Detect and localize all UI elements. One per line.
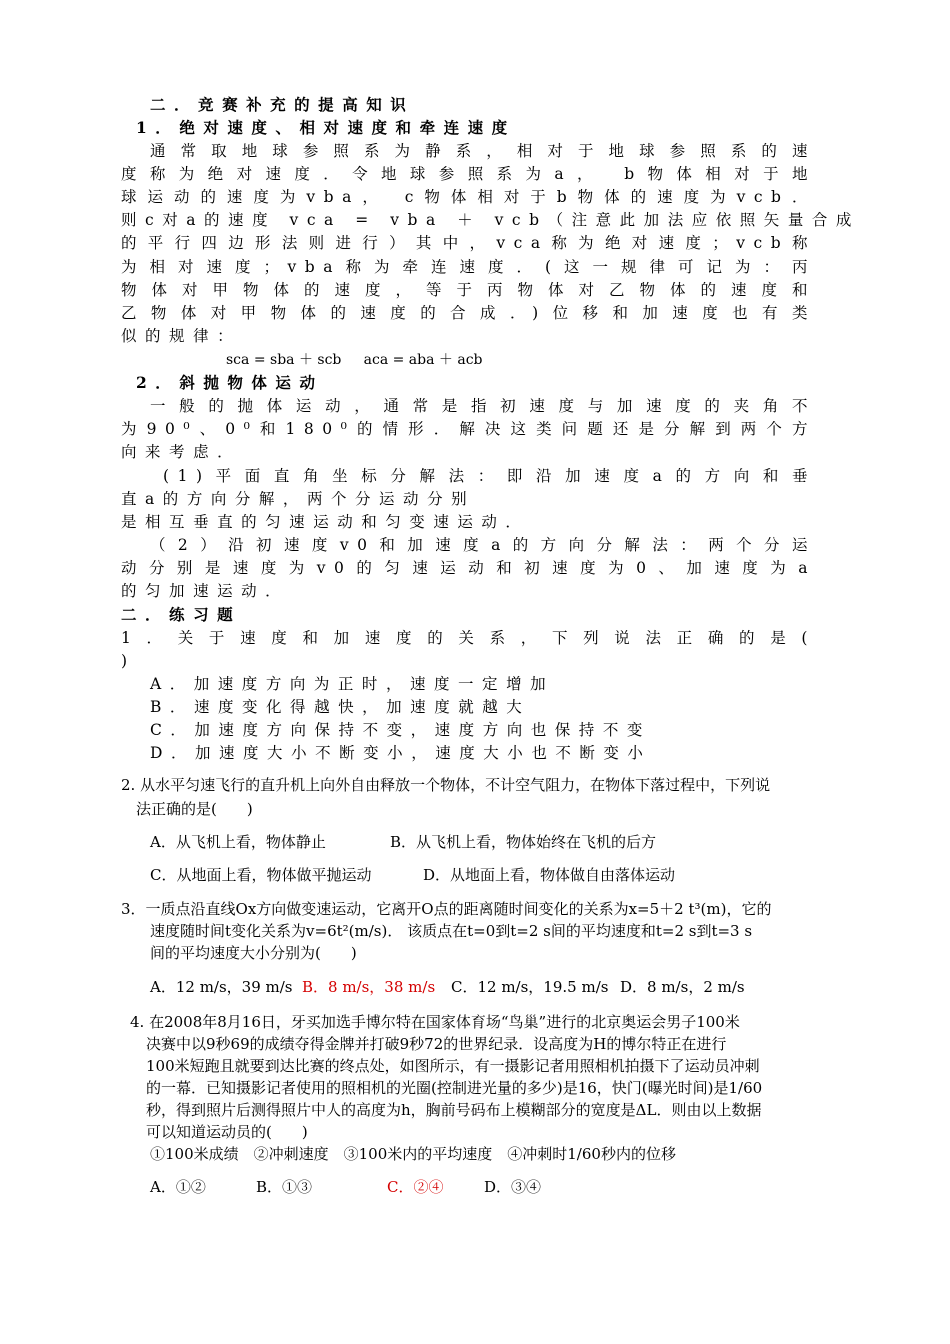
q1-option-d: D．加速度大小不断变小，速度大小也不断变小 — [150, 744, 652, 762]
topic1-line-4: 则c对a的速度 vca = vba ＋ vcb（注意此加法应依照矢量合成 — [121, 211, 860, 229]
q3-stem-line-2: 速度随时间t变化关系为v=6t²(m/s)． 该质点在t=0到t=2 s间的平均速度和t=2 s到t=3 s — [150, 922, 753, 940]
q3-option-d: D．8 m/s，2 m/s — [620, 978, 745, 996]
q1-option-a: A．加速度方向为正时，速度一定增加 — [150, 675, 555, 693]
q4-stem-line-1: 4. 在2008年8月16日，牙买加选手博尔特在国家体育场“鸟巢”进行的北京奥运会男子100米 — [130, 1013, 740, 1031]
q2-stem-line-2: 法正确的是( ) — [136, 800, 253, 818]
exercises-heading: 二．练习题 — [121, 605, 242, 624]
topic1-line-8: 乙物体对甲物体的速度的合成．)位移和加速度也有类 — [121, 304, 816, 322]
topic2-line-5: 直a的方向分解，两个分运动分别 — [121, 490, 476, 508]
q3-stem-line-3: 间的平均速度大小分别为( ) — [150, 944, 357, 962]
q4-option-b: B．①③ — [256, 1178, 313, 1196]
topic1-line-7: 物体对甲物体的速度，等于丙物体对乙物体的速度和 — [121, 281, 816, 299]
topic1-line-2: 度称为绝对速度．令地球参照系为a， b物体相对于地 — [121, 165, 816, 183]
q1-stem-line-2: ) — [121, 652, 128, 670]
q3-option-a: A．12 m/s，39 m/s — [150, 978, 293, 996]
q4-items: ①100米成绩 ②冲刺速度 ③100米内的平均速度 ④冲刺时1/60秒内的位移 — [150, 1145, 676, 1163]
q4-option-c: C．②④ — [387, 1178, 444, 1196]
q3-option-c: C．12 m/s，19.5 m/s — [451, 978, 609, 996]
q1-option-b: B．速度变化得越快，加速度就越大 — [150, 698, 531, 716]
topic1-line-9: 似的规律： — [121, 327, 242, 345]
q2-option-c: C．从地面上看，物体做平抛运动 — [150, 866, 372, 884]
topic2-line-8: 动分别是速度为v0的匀速运动和初速度为0、加速度为a — [121, 559, 816, 577]
topic2-line-3: 向来考虑． — [121, 443, 242, 461]
topic2-line-2: 为90⁰、0⁰和180⁰的情形．解决这类问题还是分解到两个方 — [121, 420, 816, 438]
q4-option-a: A．①② — [150, 1178, 206, 1196]
topic1-line-6: 为相对速度；vba称为牵连速度．(这一规律可记为：丙 — [121, 258, 816, 276]
topic2-line-7: （2）沿初速度v0和加速度a的方向分解法：两个分运 — [150, 536, 816, 554]
topic2-line-9: 的匀加速运动． — [121, 582, 290, 600]
topic1-heading: 1．绝对速度、相对速度和牵连速度 — [136, 118, 516, 137]
q4-stem-line-5: 秒，得到照片后测得照片中人的高度为h，胸前号码布上模糊部分的宽度是ΔL．则由以上数据 — [146, 1101, 762, 1119]
q1-stem-line-1: 1．关于速度和加速度的关系，下列说法正确的是( — [121, 629, 816, 647]
q3-option-b: B．8 m/s，38 m/s — [302, 978, 436, 996]
q3-stem-line-1: 3．一质点沿直线Ox方向做变速运动，它离开O点的距离随时间变化的关系为x=5＋2 t³(m)，它的 — [121, 900, 772, 918]
q4-stem-line-4: 的一幕．已知摄影记者使用的照相机的光圈(控制进光量的多少)是16，快门(曝光时间)是1/60 — [146, 1079, 763, 1097]
q1-option-c: C．加速度方向保持不变，速度方向也保持不变 — [150, 721, 651, 739]
q2-option-d: D．从地面上看，物体做自由落体运动 — [423, 866, 676, 884]
q4-stem-line-6: 可以知道运动员的( ) — [146, 1123, 308, 1141]
q4-option-d: D．③④ — [484, 1178, 542, 1196]
q4-stem-line-3: 100米短跑且就要到达比赛的终点处，如图所示，有一摄影记者用照相机拍摄下了运动员冲刺 — [146, 1057, 760, 1075]
topic2-line-1: 一般的抛体运动，通常是指初速度与加速度的夹角不 — [150, 397, 816, 415]
section-heading: 二．竞赛补充的提高知识 — [150, 95, 415, 114]
q2-stem-line-1: 2. 从水平匀速飞行的直升机上向外自由释放一个物体，不计空气阻力，在物体下落过程中，下列说 — [121, 776, 771, 794]
q2-option-b: B．从飞机上看，物体始终在飞机的后方 — [390, 833, 657, 851]
topic2-heading: 2．斜抛物体运动 — [136, 373, 324, 392]
topic1-line-1: 通常取地球参照系为静系，相对于地球参照系的速 — [150, 142, 816, 160]
topic1-line-5: 的平行四边形法则进行）其中，vca称为绝对速度；vcb称 — [121, 234, 816, 252]
topic1-formula: sca = sba ＋ scb aca = aba ＋ acb — [226, 352, 483, 368]
topic2-line-6: 是相互垂直的匀速运动和匀变速运动． — [121, 513, 530, 531]
q4-stem-line-2: 决赛中以9秒69的成绩夺得金牌并打破9秒72的世界纪录．设高度为H的博尔特正在进行 — [146, 1035, 727, 1053]
topic2-line-4: (1)平面直角坐标分解法：即沿加速度a的方向和垂 — [163, 467, 816, 485]
q2-option-a: A．从飞机上看，物体静止 — [150, 833, 326, 851]
topic1-line-3: 球运动的速度为vba， c物体相对于b物体的速度为vcb． — [121, 188, 816, 206]
